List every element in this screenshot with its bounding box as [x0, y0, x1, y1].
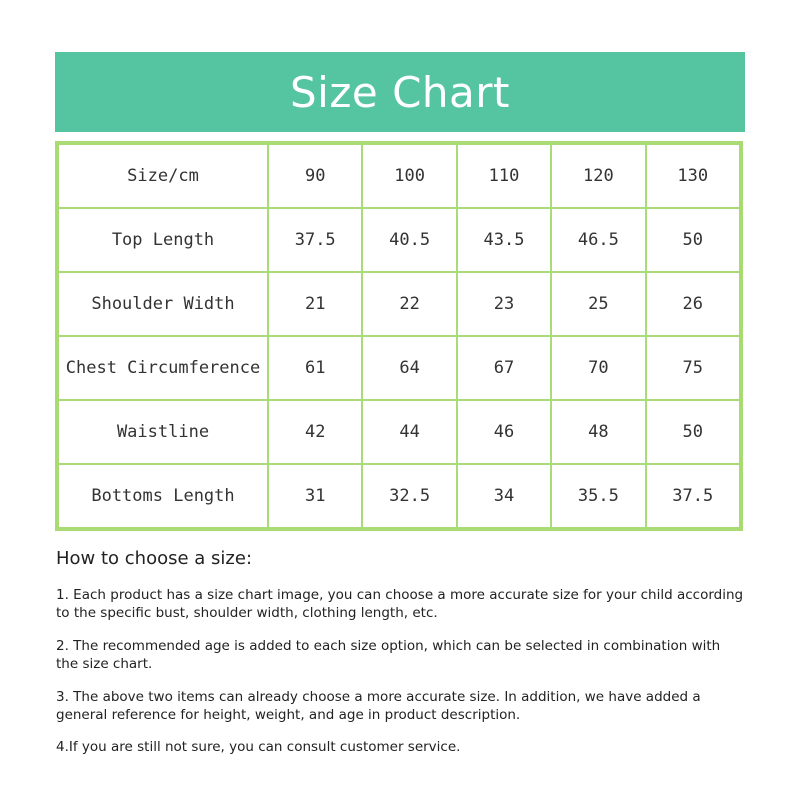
- table-row: [58, 144, 740, 208]
- table-cell: 43.5: [457, 208, 551, 272]
- table-cell: 50: [646, 208, 740, 272]
- guide-item: 4.If you are still not sure, you can consult customer service.: [56, 739, 461, 755]
- table-cell: 48: [551, 400, 645, 464]
- table-cell: 50: [646, 400, 740, 464]
- table-row: [58, 272, 740, 336]
- table-cell: 75: [646, 336, 740, 400]
- guide-item: 3. The above two items can already choose a more accurate size. In addition, we have added a general reference for height, weight, and age in product description.: [56, 689, 701, 723]
- table-cell: 64: [362, 336, 456, 400]
- guide-item: 2. The recommended age is added to each size option, which can be selected in combination with the size chart.: [56, 638, 721, 672]
- table-cell: 40.5: [362, 208, 456, 272]
- row-label: Shoulder Width: [58, 272, 268, 336]
- table-cell: 37.5: [268, 208, 362, 272]
- size-table: [55, 141, 743, 531]
- row-label: Waistline: [58, 400, 268, 464]
- table-cell: 46.5: [551, 208, 645, 272]
- table-row: [58, 464, 740, 528]
- table-cell: 46: [457, 400, 551, 464]
- table-cell: 42: [268, 400, 362, 464]
- row-label: Size/cm: [58, 144, 268, 208]
- table-cell: 120: [551, 144, 645, 208]
- row-label: Bottoms Length: [58, 464, 268, 528]
- table-cell: 70: [551, 336, 645, 400]
- guide-item: 1. Each product has a size chart image, you can choose a more accurate size for your child according to the specific bust, shoulder width, clothing length, etc.: [56, 587, 744, 621]
- table-cell: 130: [646, 144, 740, 208]
- table-cell: 44: [362, 400, 456, 464]
- row-label: Chest Circumference: [58, 336, 268, 400]
- table-cell: 61: [268, 336, 362, 400]
- table-cell: 21: [268, 272, 362, 336]
- table-row: [58, 208, 740, 272]
- table-cell: 90: [268, 144, 362, 208]
- table-row: [58, 400, 740, 464]
- table-cell: 32.5: [362, 464, 456, 528]
- table-cell: 25: [551, 272, 645, 336]
- page-title: Size Chart: [290, 67, 510, 117]
- title-banner: [55, 52, 745, 132]
- table-cell: 100: [362, 144, 456, 208]
- table-cell: 67: [457, 336, 551, 400]
- table-cell: 31: [268, 464, 362, 528]
- table-cell: 23: [457, 272, 551, 336]
- table-cell: 26: [646, 272, 740, 336]
- guide-heading: How to choose a size:: [56, 548, 253, 569]
- table-cell: 37.5: [646, 464, 740, 528]
- table-cell: 22: [362, 272, 456, 336]
- row-label: Top Length: [58, 208, 268, 272]
- size-table-container: [55, 141, 743, 526]
- table-row: [58, 336, 740, 400]
- table-cell: 110: [457, 144, 551, 208]
- table-cell: 34: [457, 464, 551, 528]
- table-cell: 35.5: [551, 464, 645, 528]
